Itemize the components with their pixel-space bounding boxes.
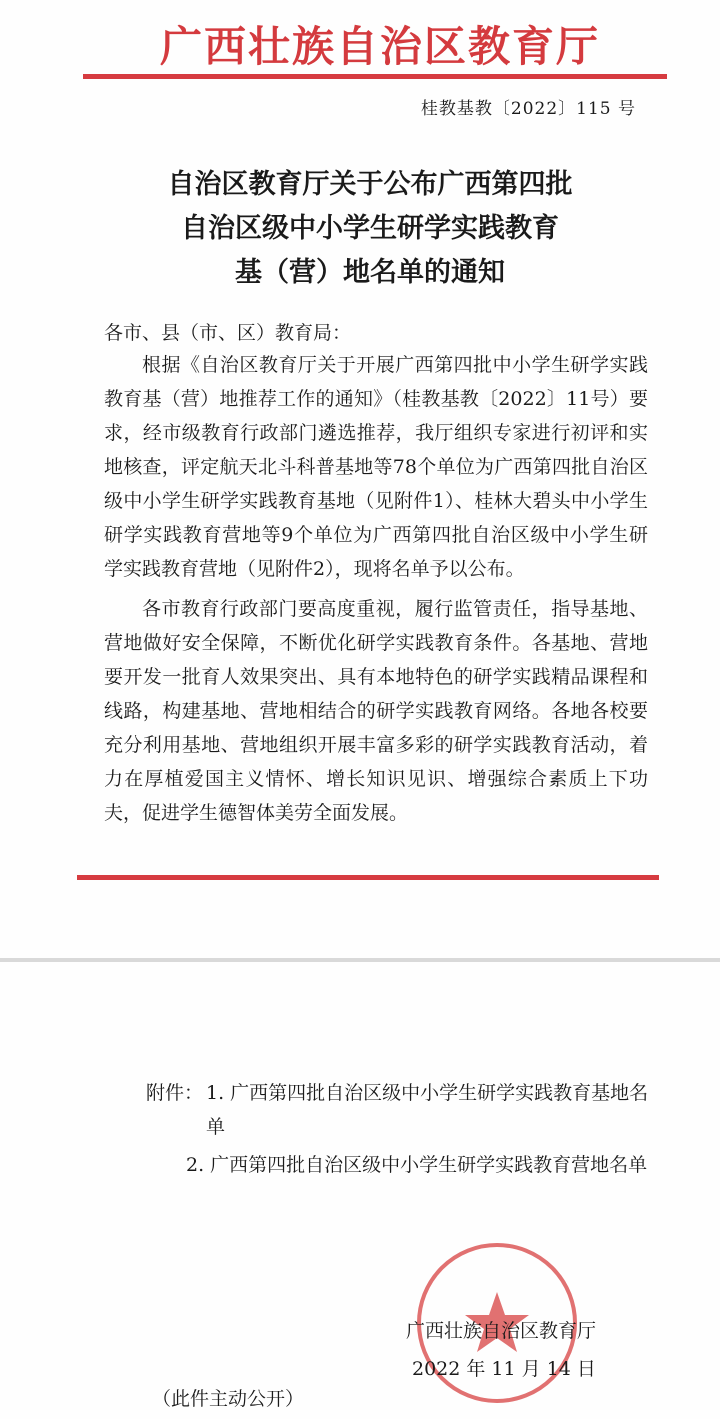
body-paragraph-1: 根据《自治区教育厅关于开展广西第四批中小学生研学实践教育基（营）地推荐工作的通知》（桂教基教〔2022〕11号）要求，经市级教育行政部门遴选推荐，我厅组织专家进行初评和实地核查，评定航天北斗科普基地等78个单位为广西第四批自治区级中小学生研学实践教育基地（见附件1）、桂林大碧头中小学生研学实践教育营地等9个单位为广西第四批自治区级中小学生研学实践教育营地（见附件2），现将名单予以公布。 xyxy=(104,354,648,580)
title-line-3: 基（营）地名单的通知 xyxy=(235,257,505,288)
attachment-item xyxy=(146,1076,656,1144)
salutation: 各市、县（市、区）教育局： xyxy=(104,322,352,344)
masthead-red-rule xyxy=(83,74,667,79)
document-page-2 xyxy=(0,962,720,1419)
disclosure-note: （此件主动公开） xyxy=(152,1388,305,1410)
attachment-item-1: 1. 广西第四批自治区级中小学生研学实践教育基地名单 xyxy=(206,1082,649,1138)
title-line-2: 自治区级中小学生研学实践教育 xyxy=(181,213,559,244)
attachment-item xyxy=(146,1148,656,1182)
attachments-block xyxy=(146,1076,656,1182)
document-title xyxy=(120,163,620,295)
attachments-label: 附件： xyxy=(146,1082,204,1104)
signature-date: 2022 年 11 月 14 日 xyxy=(412,1358,596,1380)
document-number: 桂教基教〔2022〕115 号 xyxy=(420,99,636,119)
signature-organization: 广西壮族自治区教育厅 xyxy=(406,1320,597,1342)
masthead-title: 广西壮族自治区教育厅 xyxy=(159,22,600,71)
body-paragraph-2: 各市教育行政部门要高度重视，履行监管责任，指导基地、营地做好安全保障，不断优化研学实践教育条件。各基地、营地要开发一批育人效果突出、具有本地特色的研学实践精品课程和线路，构建基地、营地相结合的研学实践教育网络。各地各校要充分利用基地、营地组织开展丰富多彩的研学实践教育活动，着力在厚植爱国主义情怀、增长知识见识、增强综合素质上下功夫，促进学生德智体美劳全面发展。 xyxy=(104,598,648,824)
title-line-1: 自治区教育厅关于公布广西第四批 xyxy=(167,169,573,200)
attachment-item-2: 2. 广西第四批自治区级中小学生研学实践教育营地名单 xyxy=(186,1154,648,1176)
footer-red-rule xyxy=(77,875,659,880)
